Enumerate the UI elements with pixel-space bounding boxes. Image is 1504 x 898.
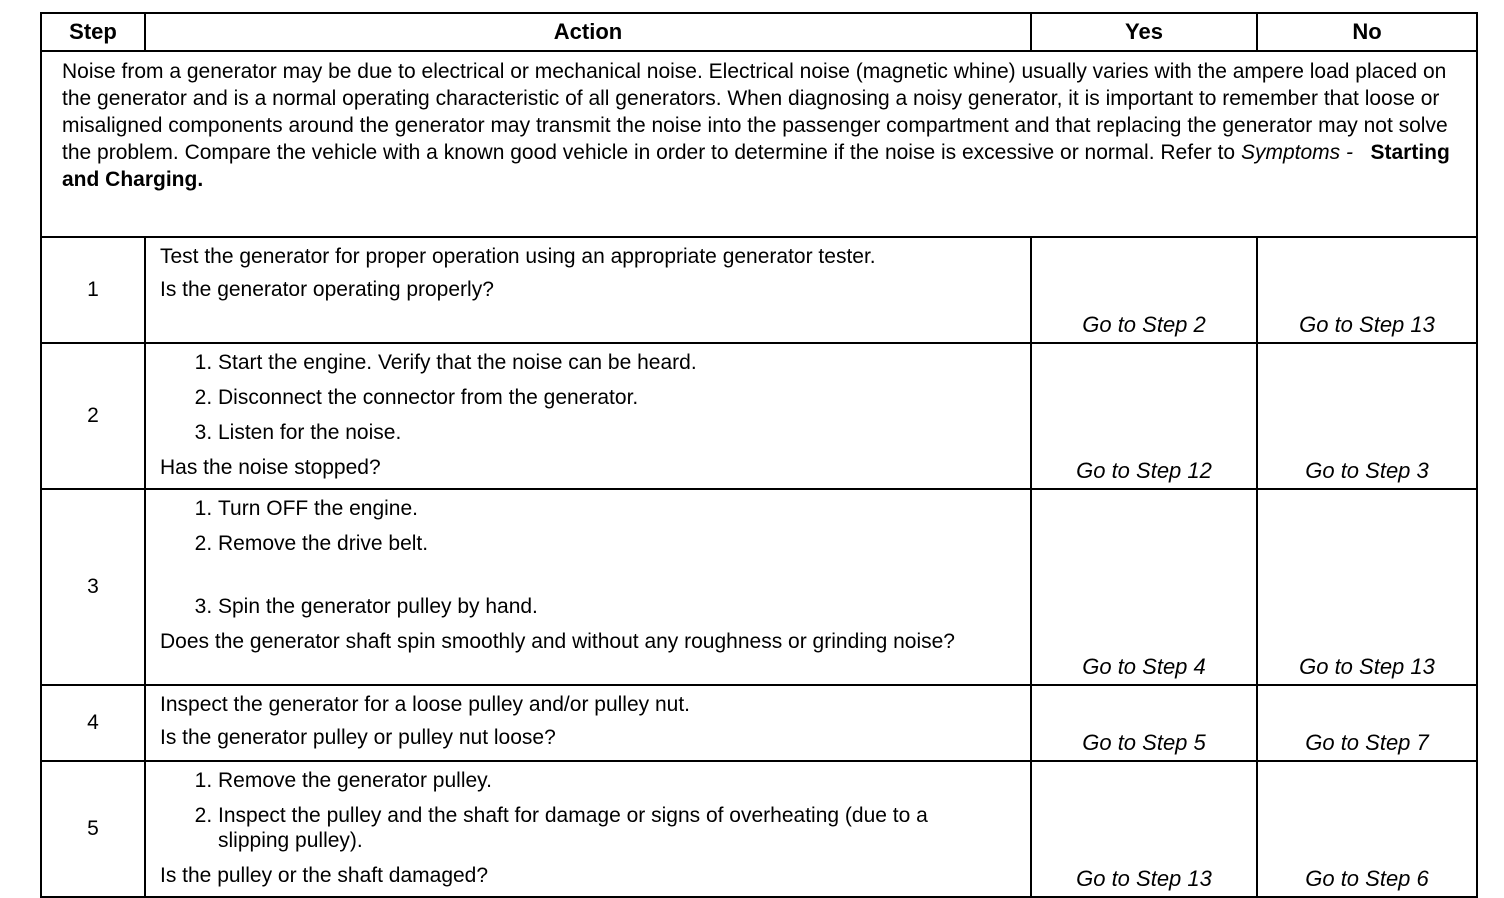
no-result: Go to Step 7 — [1257, 685, 1477, 761]
step-number: 2 — [41, 343, 145, 489]
table-row — [41, 685, 1477, 761]
header-action: Action — [145, 13, 1031, 51]
no-result: Go to Step 13 — [1257, 489, 1477, 685]
list-item: 2. Inspect the pulley and the shaft for damage or signs of overheating (due to a slipping pulley). — [218, 803, 1020, 853]
diagnostic-table — [40, 12, 1478, 898]
yes-result: Go to Step 4 — [1031, 489, 1257, 685]
step-number: 1 — [41, 237, 145, 343]
step-action — [145, 237, 1031, 343]
intro-ref-symptoms: Symptoms - — [1240, 141, 1353, 164]
step-number: 4 — [41, 685, 145, 761]
list-item: 1. Turn OFF the engine. — [218, 496, 1020, 521]
step-number: 3 — [41, 489, 145, 685]
action-text: Inspect the generator for a loose pulley and/or pulley nut. — [160, 693, 691, 716]
no-result: Go to Step 13 — [1257, 237, 1477, 343]
table-row — [41, 343, 1477, 489]
table-row — [41, 237, 1477, 343]
step-action — [145, 343, 1031, 489]
action-question: Is the generator pulley or pulley nut loose? — [160, 726, 556, 749]
header-no: No — [1257, 13, 1477, 51]
step-number: 5 — [41, 761, 145, 897]
no-result: Go to Step 3 — [1257, 343, 1477, 489]
action-list — [160, 496, 1020, 619]
action-question: Has the noise stopped? — [160, 456, 381, 479]
list-item: 2. Remove the drive belt. — [218, 531, 1020, 556]
step-action — [145, 685, 1031, 761]
action-text: Test the generator for proper operation using an appropriate generator tester. — [160, 245, 876, 268]
list-item: 2. Disconnect the connector from the generator. — [218, 385, 1020, 410]
list-item: 1. Start the engine. Verify that the noise can be heard. — [218, 350, 1020, 375]
header-yes: Yes — [1031, 13, 1257, 51]
intro-row — [41, 51, 1477, 237]
yes-result: Go to Step 13 — [1031, 761, 1257, 897]
action-question: Is the generator operating properly? — [160, 278, 494, 301]
table-row — [41, 761, 1477, 897]
action-question: Does the generator shaft spin smoothly and without any roughness or grinding noise? — [160, 630, 955, 653]
header-row — [41, 13, 1477, 51]
intro-body: Noise from a generator may be due to electrical or mechanical noise. Electrical noise (magnetic whine) usually varies with the ampere load placed on the generator and is a normal operating characteristic of all generators. When diagnosing a noisy generator, it is important to remember that loose or misaligned components around the generator may transmit the noise into the passenger compartment and that replacing the generator may not solve the problem. Compare the vehicle with a known good vehicle in order to determine if the noise is excessive or normal. Refer to — [62, 60, 1448, 164]
action-list — [160, 768, 1020, 853]
action-question: Is the pulley or the shaft damaged? — [160, 864, 489, 887]
step-action — [145, 489, 1031, 685]
yes-result: Go to Step 12 — [1031, 343, 1257, 489]
no-result: Go to Step 6 — [1257, 761, 1477, 897]
yes-result: Go to Step 2 — [1031, 237, 1257, 343]
list-item: 1. Remove the generator pulley. — [218, 768, 1020, 793]
list-item: 3. Listen for the noise. — [218, 420, 1020, 445]
header-step: Step — [41, 13, 145, 51]
intro-text — [41, 51, 1477, 237]
list-item: 3. Spin the generator pulley by hand. — [218, 594, 1020, 619]
table-row — [41, 489, 1477, 685]
step-action — [145, 761, 1031, 897]
yes-result: Go to Step 5 — [1031, 685, 1257, 761]
action-list — [160, 350, 1020, 445]
intro-ref-starting-charging: Starting and Charging. — [62, 141, 1450, 191]
